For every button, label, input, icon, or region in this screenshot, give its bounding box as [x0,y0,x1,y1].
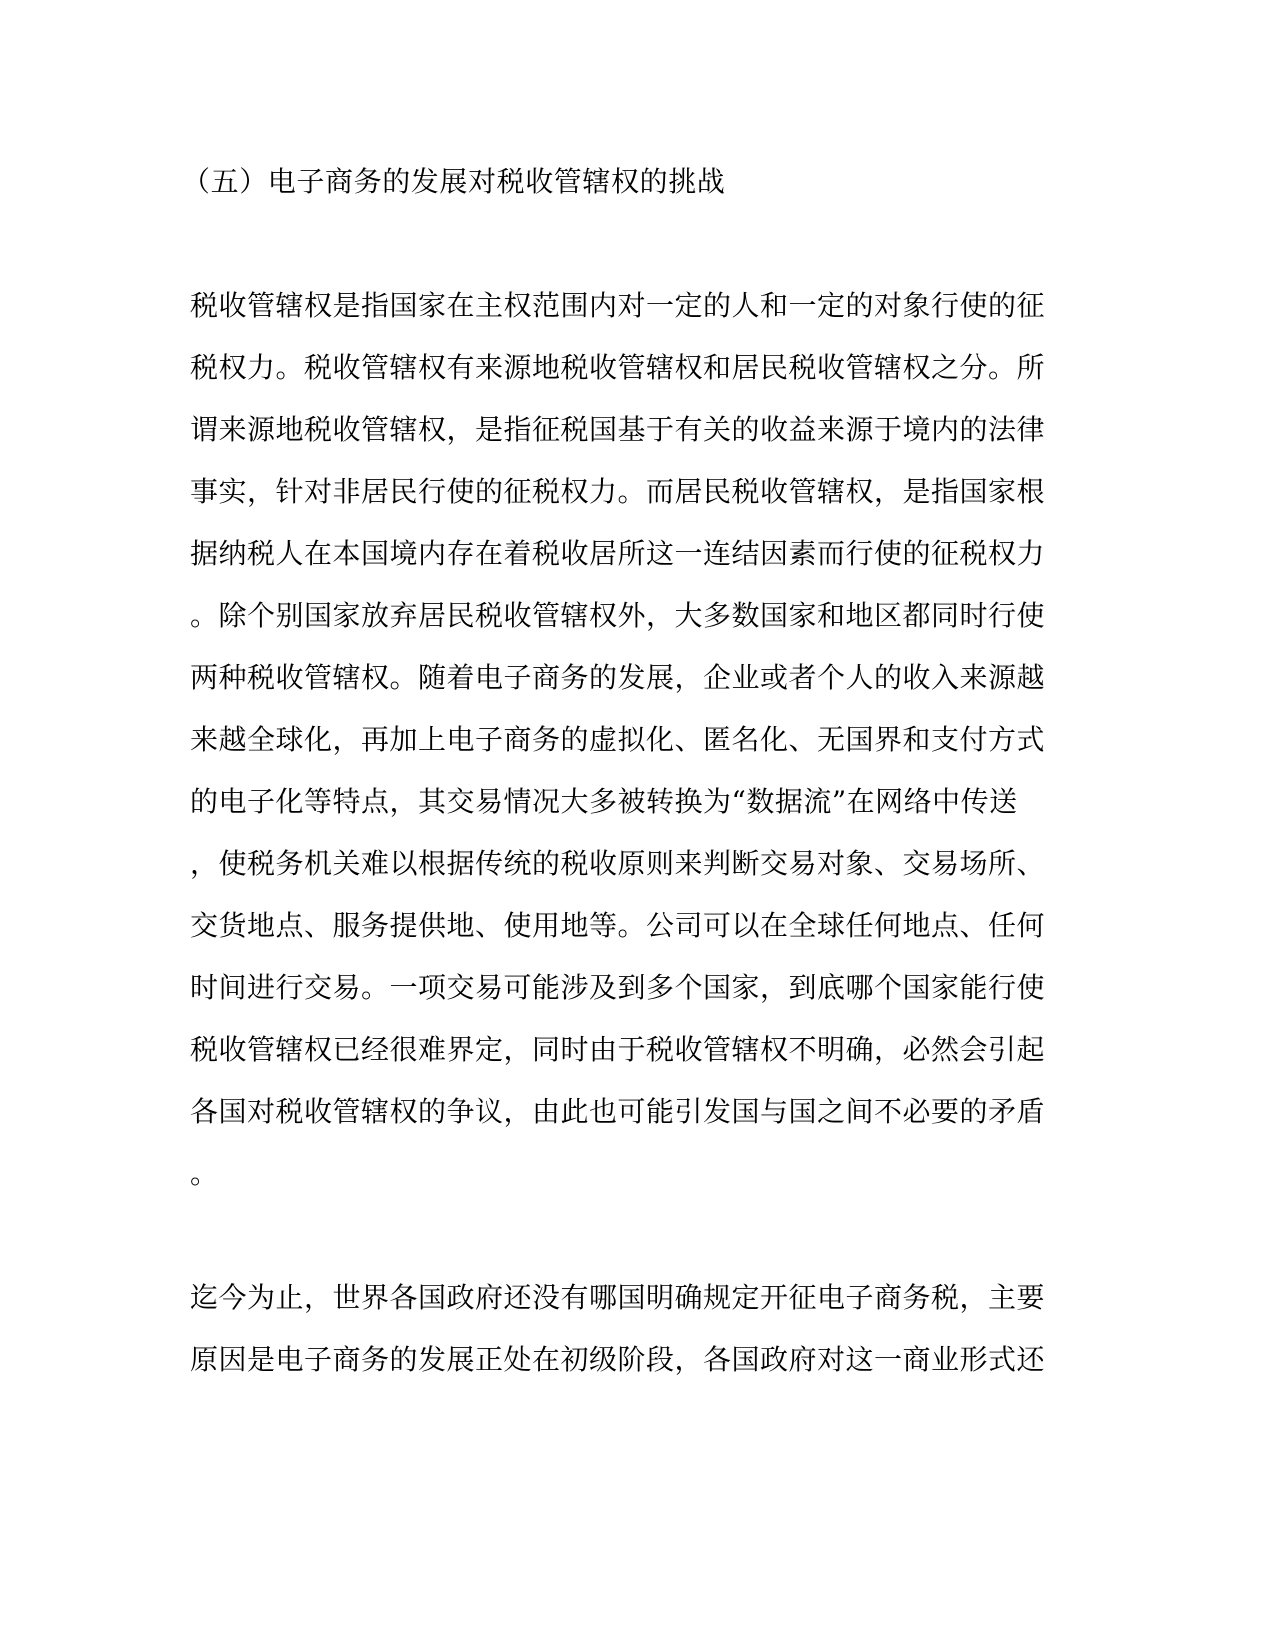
paragraph-line: 交货地点、服务提供地、使用地等。公司可以在全球任何地点、任何 [190,909,1046,942]
section-heading: （五）电子商务的发展对税收管辖权的挑战 [182,165,726,198]
paragraph-line: 。 [190,1157,219,1190]
paragraph-line: 事实，针对非居民行使的征税权力。而居民税收管辖权，是指国家根 [190,475,1046,508]
paragraph-line: 时间进行交易。一项交易可能涉及到多个国家，到底哪个国家能行使 [190,971,1046,1004]
paragraph-line: 。除个别国家放弃居民税收管辖权外，大多数国家和地区都同时行使 [190,599,1046,632]
paragraph-line: 税收管辖权是指国家在主权范围内对一定的人和一定的对象行使的征 [190,289,1046,322]
paragraph-line: 迄今为止，世界各国政府还没有哪国明确规定开征电子商务税，主要 [190,1281,1046,1314]
paragraph-line: 各国对税收管辖权的争议，由此也可能引发国与国之间不必要的矛盾 [190,1095,1046,1128]
paragraph-line: 原因是电子商务的发展正处在初级阶段，各国政府对这一商业形式还 [190,1343,1046,1376]
paragraph-line: 来越全球化，再加上电子商务的虚拟化、匿名化、无国界和支付方式 [190,723,1046,756]
paragraph-line: 税权力。税收管辖权有来源地税收管辖权和居民税收管辖权之分。所 [190,351,1046,384]
paragraph-line: 谓来源地税收管辖权，是指征税国基于有关的收益来源于境内的法律 [190,413,1046,446]
paragraph-line: ，使税务机关难以根据传统的税收原则来判断交易对象、交易场所、 [190,847,1046,880]
paragraph-line: 据纳税人在本国境内存在着税收居所这一连结因素而行使的征税权力 [190,537,1046,570]
paragraph-line: 税收管辖权已经很难界定，同时由于税收管辖权不明确，必然会引起 [190,1033,1046,1066]
paragraph-line: 两种税收管辖权。随着电子商务的发展，企业或者个人的收入来源越 [190,661,1046,694]
paragraph-line: 的电子化等特点，其交易情况大多被转换为“数据流”在网络中传送 [190,785,1018,818]
